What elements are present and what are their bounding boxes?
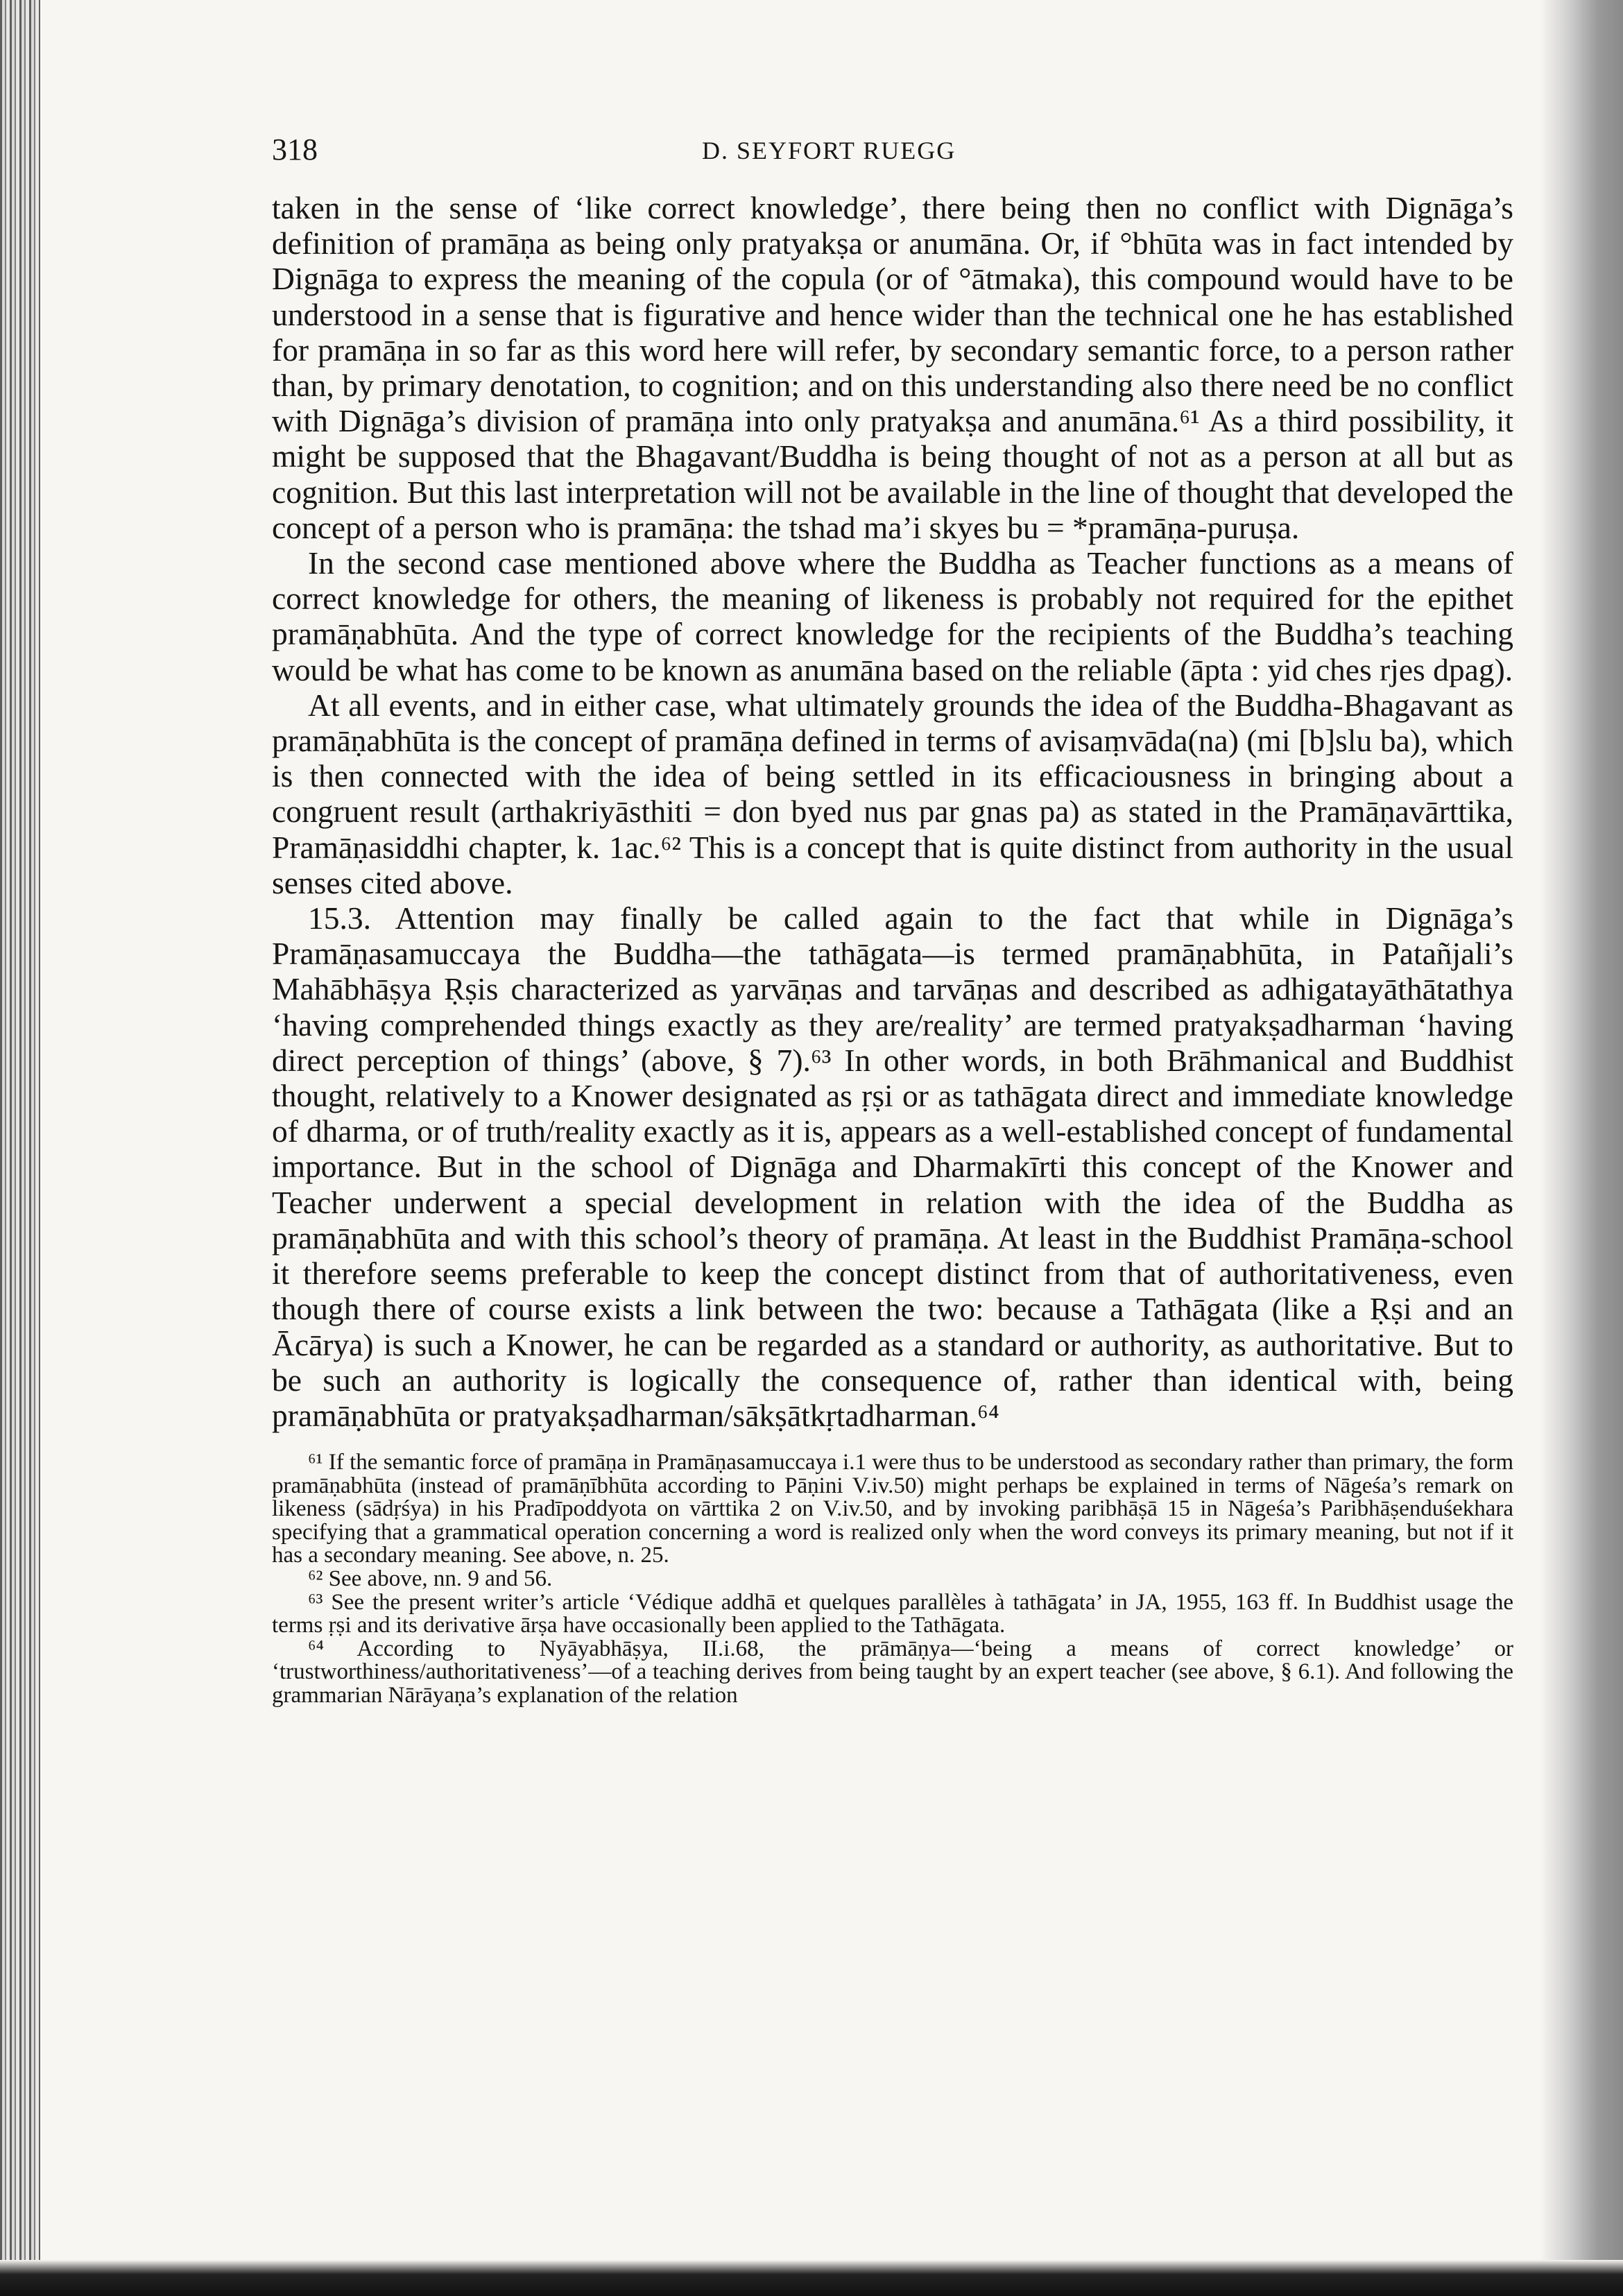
page-header xyxy=(272,132,1513,180)
running-head: D. SEYFORT RUEGG xyxy=(702,137,956,164)
footnote-63: ⁶³ See the present writer’s article ‘Védique addhā et quelques parallèles à tathāgata’ in JA, 1955, 163 ff. In Buddhist usage the terms ṛṣi and its derivative ārṣa have occasionally been applied to the Tathāgata. xyxy=(272,1589,1513,1638)
footnotes xyxy=(272,1451,1513,1708)
paragraph-4: 15.3. Attention may finally be called again to the fact that while in Dignāga’s Pramāṇasamuccaya the Buddha—the tathāgata—is termed pramāṇabhūta, in Patañjali’s Mahābhāṣya Ṛṣis characterized as yarvāṇas and tarvāṇas and described as adhigatayāthātathya ‘having comprehended things exactly as they are/reality’ are termed pratyakṣadharman ‘having direct perception of things’ (above, § 7).⁶³ In other words, in both Brāhmanical and Buddhist thought, relatively to a Knower designated as ṛṣi or as tathāgata direct and immediate knowledge of dharma, or of truth/reality exactly as it is, appears as a well-established concept of fundamental importance. But in the school of Dignāga and Dharmakīrti this concept of the Knower and Teacher underwent a special development in relation with the idea of the Buddha as pramāṇabhūta and with this school’s theory of pramāṇa. At least in the Buddhist Pramāṇa-school it therefore seems preferable to keep the concept distinct from that of authoritativeness, even though there of course exists a link between the two: because a Tathāgata (like a Ṛṣi and an Ācārya) is such a Knower, he can be regarded as a standard or authority, as authoritative. But to be such an authority is logically the consequence of, rather than identical with, being pramāṇabhūta or pratyakṣadharman/sākṣātkṛtadharman.⁶⁴ xyxy=(272,900,1513,1433)
footnote-61: ⁶¹ If the semantic force of pramāṇa in Pramāṇasamuccaya i.1 were thus to be understood as secondary rather than primary, the form pramāṇabhūta (instead of pramāṇībhūta according to Pāṇini V.iv.50) might perhaps be explained in terms of Nāgeśa’s remark on likeness (sādṛśya) in his Pradīpoddyota on vārttika 2 on V.iv.50, and by invoking paribhāṣā 15 in Nāgeśa’s Paribhāṣenduśekhara specifying that a grammatical operation concerning a word is realized only when the word conveys its primary meaning, but not if it has a secondary meaning. See above, n. 25. xyxy=(272,1450,1513,1568)
scan-edge-left xyxy=(0,0,40,2296)
paragraph-3: At all events, and in either case, what ultimately grounds the idea of the Buddha-Bhagavant as pramāṇabhūta is the concept of pramāṇa defined in terms of avisaṃvāda(na) (mi [b]slu ba), which is then connected with the idea of being settled in its efficaciousness in bringing about a congruent result (arthakriyāsthiti = don byed nus par gnas pa) as stated in the Pramāṇavārttika, Pramāṇasiddhi chapter, k. 1ac.⁶² This is a concept that is quite distinct from authority in the usual senses cited above. xyxy=(272,687,1513,900)
scan-edge-bottom xyxy=(0,2260,1623,2296)
footnote-62: ⁶² See above, nn. 9 and 56. xyxy=(308,1566,553,1592)
page xyxy=(272,132,1513,1708)
scan-edge-right xyxy=(1540,0,1623,2296)
paragraph-1: taken in the sense of ‘like correct knowledge’, there being then no conflict with Dignāga’s definition of pramāṇa as being only pratyakṣa or anumāna. Or, if °bhūta was in fact intended by Dignāga to express the meaning of the copula (or of °ātmaka), this compound would have to be understood in a sense that is figurative and hence wider than the technical one he has established for pramāṇa in so far as this word here will refer, by secondary semantic force, to a person rather than, by primary denotation, to cognition; and on this understanding also there need be no conflict with Dignāga’s division of pramāṇa into only pratyakṣa and anumāna.⁶¹ As a third possibility, it might be supposed that the Bhagavant/Buddha is being thought of not as a person at all but as cognition. But this last interpretation will not be available in the line of thought that developed the concept of a person who is pramāṇa: the tshad ma’i skyes bu = *pramāṇa-puruṣa. xyxy=(272,190,1513,545)
footnote-64: ⁶⁴ According to Nyāyabhāṣya, II.i.68, the prāmāṇya—‘being a means of correct knowledge’ or ‘trustworthiness/authoritativeness’—of a teaching derives from being taught by an expert teacher (see above, § 6.1). And following the grammarian Nārāyaṇa’s explanation of the relation xyxy=(272,1636,1513,1708)
page-number: 318 xyxy=(272,132,318,166)
body-text xyxy=(272,190,1513,1433)
paragraph-2: In the second case mentioned above where the Buddha as Teacher functions as a means of correct knowledge for others, the meaning of likeness is probably not required for the epithet pramāṇabhūta. And the type of correct knowledge for the recipients of the Buddha’s teaching would be what has come to be known as anumāna based on the reliable (āpta : yid ches rjes dpag). xyxy=(272,545,1513,687)
